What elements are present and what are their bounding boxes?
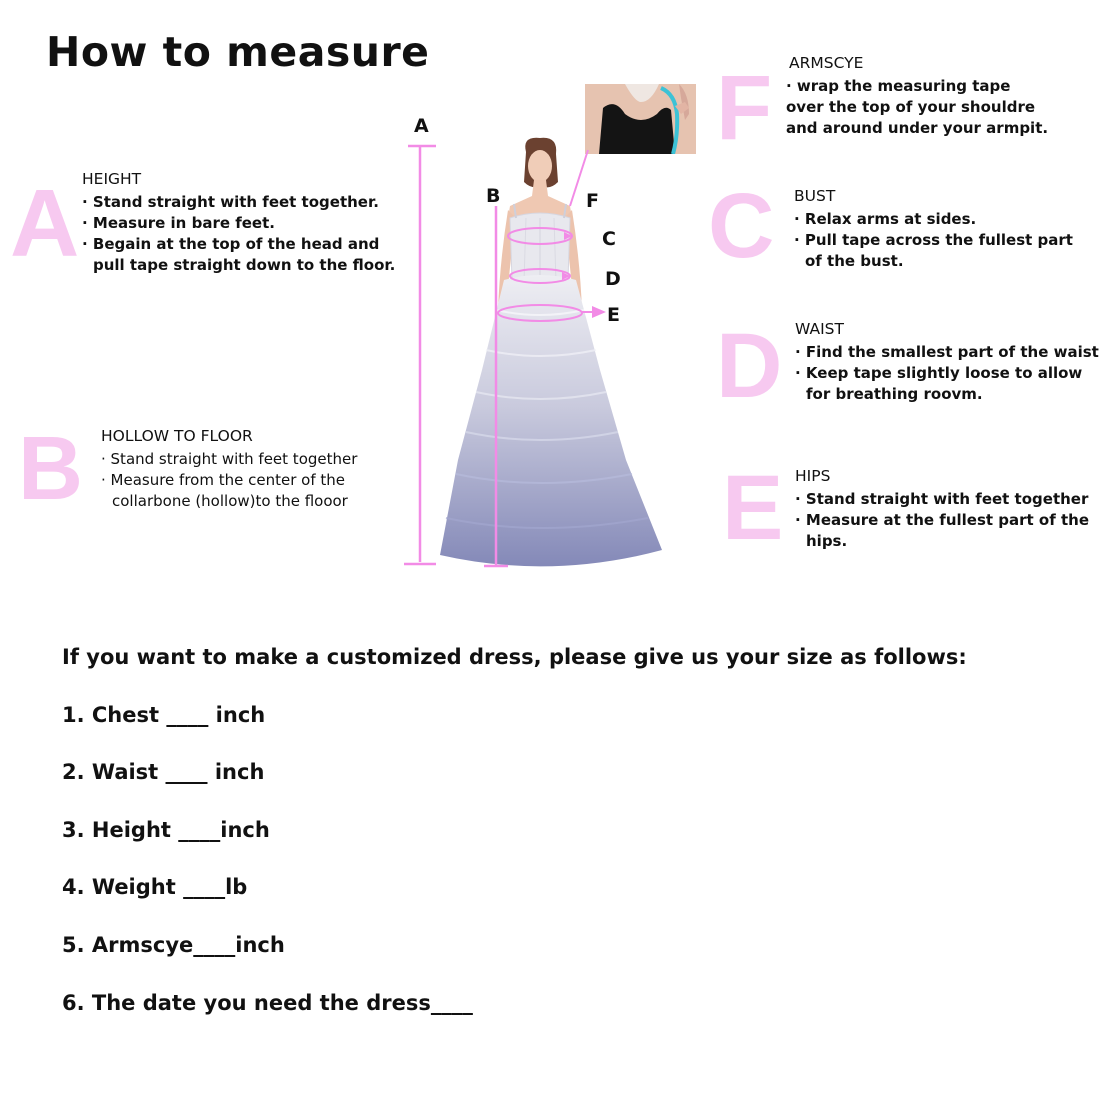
page-title: How to measure xyxy=(46,28,430,76)
section-armscye-title: ARMSCYE xyxy=(789,54,864,72)
section-hips-line: hips. xyxy=(806,532,848,550)
section-hips xyxy=(795,467,1089,552)
section-armscye xyxy=(786,54,1048,139)
section-height-line: pull tape straight down to the floor. xyxy=(93,256,396,274)
section-waist-line: · Find the smallest part of the waist xyxy=(795,343,1099,361)
section-height-line: · Stand straight with feet together. xyxy=(82,193,379,211)
section-armscye-line: over the top of your shouldre xyxy=(786,98,1036,116)
form-item-weight: 4. Weight ____lb xyxy=(62,875,248,899)
section-bust-line: · Relax arms at sides. xyxy=(794,210,977,228)
section-waist-title: WAIST xyxy=(795,320,844,338)
diagram-label-d: D xyxy=(605,268,621,290)
section-armscye-line: · wrap the measuring tape xyxy=(786,77,1011,95)
form-item-height: 3. Height ____inch xyxy=(62,818,270,842)
diagram-label-c: C xyxy=(602,228,616,250)
section-hollow-title: HOLLOW TO FLOOR xyxy=(101,427,253,445)
section-bust-title: BUST xyxy=(794,187,836,205)
section-waist xyxy=(795,320,1099,405)
section-height-line: · Measure in bare feet. xyxy=(82,214,275,232)
section-waist-line: · Keep tape slightly loose to allow xyxy=(795,364,1083,382)
diagram-label-b: B xyxy=(486,185,501,207)
diagram-label-a: A xyxy=(414,115,429,137)
section-hollow-to-floor xyxy=(101,427,357,512)
section-a-letter: A xyxy=(10,170,80,277)
section-f-letter: F xyxy=(716,57,773,159)
section-height-line: · Begain at the top of the head and xyxy=(82,235,380,253)
section-height xyxy=(82,170,395,276)
section-hips-line: · Stand straight with feet together xyxy=(795,490,1089,508)
diagram-label-f: F xyxy=(586,190,599,212)
section-hips-line: · Measure at the fullest part of the xyxy=(795,511,1090,529)
section-e-letter: E xyxy=(722,457,784,559)
section-hollow-line: collarbone (hollow)to the flooor xyxy=(112,492,348,510)
dress-diagram xyxy=(400,110,700,590)
diagram-label-e: E xyxy=(607,304,620,326)
form-intro: If you want to make a customized dress, please give us your size as follows: xyxy=(62,645,967,669)
section-bust-line: · Pull tape across the fullest part xyxy=(794,231,1073,249)
section-hollow-line: · Stand straight with feet together xyxy=(101,450,358,468)
form-item-armscye: 5. Armscye____inch xyxy=(62,933,285,957)
section-waist-line: for breathing roovm. xyxy=(806,385,983,403)
form-item-date: 6. The date you need the dress____ xyxy=(62,991,473,1015)
section-hollow-line: · Measure from the center of the xyxy=(101,471,345,489)
section-d-letter: D xyxy=(716,315,783,417)
section-bust xyxy=(794,187,1073,272)
section-b-letter: B xyxy=(18,419,83,519)
section-height-title: HEIGHT xyxy=(82,170,142,188)
form-item-chest: 1. Chest ____ inch xyxy=(62,703,266,727)
form-item-waist: 2. Waist ____ inch xyxy=(62,760,265,784)
section-c-letter: C xyxy=(708,175,775,277)
section-armscye-line: and around under your armpit. xyxy=(786,119,1049,137)
section-bust-line: of the bust. xyxy=(805,252,904,270)
section-hips-title: HIPS xyxy=(795,467,831,485)
